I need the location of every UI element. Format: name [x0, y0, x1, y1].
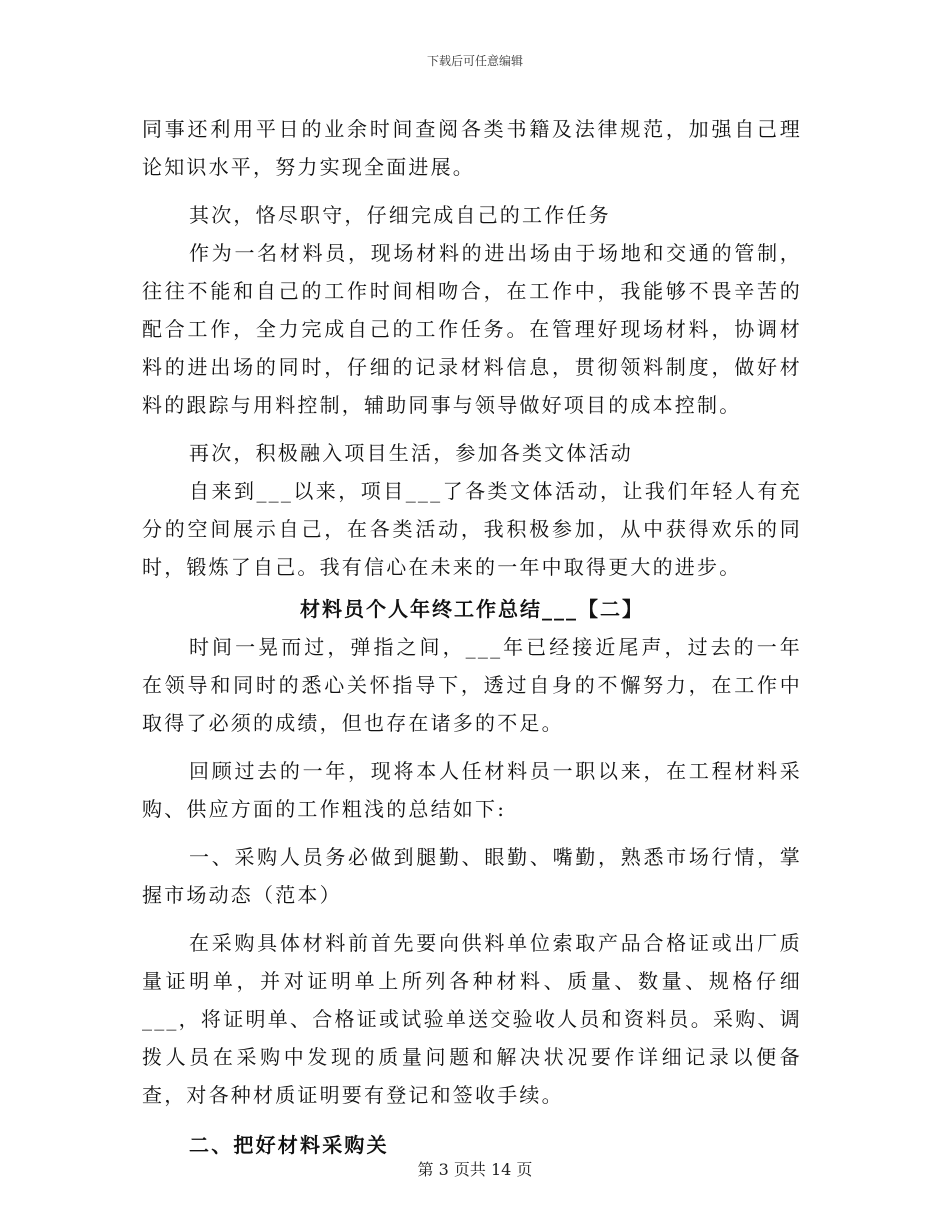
document-body: [142, 110, 802, 1164]
paragraph-procurement: 在采购具体材料前首先要向供料单位索取产品合格证或出厂质量证明单，并对证明单上所列各种材料、质量、数量、规格仔细___，将证明单、合格证或试验单送交验收人员和资料员。采购、调拨人员在采购中发现的质量问题和解决状况要作详细记录以便备查，对各种材质证明要有登记和签收手续。: [142, 931, 802, 1107]
paragraph-activities: 自来到___以来，项目___了各类文体活动，让我们年轻人有充分的空间展示自己，在各类活动，我积极参加，从中获得欢乐的同时，锻炼了自己。我有信心在未来的一年中取得更大的进步。: [142, 479, 802, 579]
paragraph-review: 回顾过去的一年，现将本人任材料员一职以来，在工程材料采购、供应方面的工作粗浅的总结如下:: [142, 759, 802, 821]
paragraph-third-point: 再次，积极融入项目生活，参加各类文体活动: [189, 441, 633, 465]
subheading-point-two: 二、把好材料采购关: [189, 1133, 389, 1157]
paragraph-point-one: 一、采购人员务必做到腿勤、眼勤、嘴勤，熟悉市场行情，掌握市场动态（范本）: [142, 845, 802, 907]
page-header: 下载后可任意编辑: [426, 54, 523, 68]
page-number: 第 3 页共 14 页: [417, 1160, 533, 1179]
paragraph-second-point: 其次，恪尽职守，仔细完成自己的工作任务: [189, 203, 611, 227]
section-title: 材料员个人年终工作总结___【二】: [300, 597, 644, 621]
paragraph-duties: 作为一名材料员，现场材料的进出场由于场地和交通的管制，往往不能和自己的工作时间相吻合，在工作中，我能够不畏辛苦的配合工作，全力完成自己的工作任务。在管理好现场材料，协调材料的进出场的同时，仔细的记录材料信息，贯彻领料制度，做好材料的跟踪与用料控制，辅助同事与领导做好项目的成本控制。: [142, 241, 802, 417]
paragraph-continuation: 同事还利用平日的业余时间查阅各类书籍及法律规范，加强自己理论知识水平，努力实现全面进展。: [142, 117, 802, 179]
paragraph-intro: 时间一晃而过，弹指之间，___年已经接近尾声，过去的一年在领导和同时的悉心关怀指导下，透过自身的不懈努力，在工作中取得了必须的成绩，但也存在诸多的不足。: [142, 635, 802, 735]
